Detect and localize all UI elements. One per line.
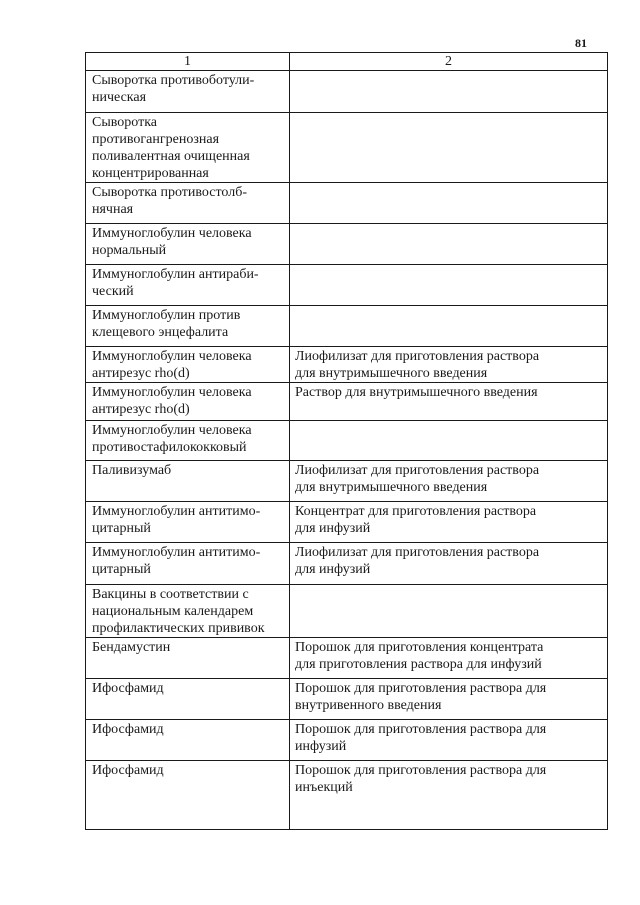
dosage-form-cell [290, 183, 608, 224]
table-row [86, 265, 608, 306]
drug-table [85, 52, 608, 830]
dosage-form-cell [290, 224, 608, 265]
table-row [86, 347, 608, 383]
table-row [86, 720, 608, 761]
dosage-form-cell: Порошок для приготовления раствора для внутривенного введения [290, 679, 608, 720]
table-row [86, 224, 608, 265]
drug-name-cell: Ифосфамид [86, 720, 290, 761]
column-header-2: 2 [290, 53, 608, 71]
column-header-1: 1 [86, 53, 290, 71]
drug-name-cell: Сыворотка противоботули- ническая [86, 71, 290, 113]
drug-name-cell: Вакцины в соответствии с национальным календарем профилактических прививок [86, 585, 290, 638]
header-row [86, 53, 608, 71]
drug-name-cell: Иммуноглобулин против клещевого энцефалита [86, 306, 290, 347]
page-number: 81 [575, 36, 587, 50]
table-row [86, 113, 608, 183]
drug-name-cell: Иммуноглобулин человека противостафилококковый [86, 421, 290, 461]
dosage-form-cell: Лиофилизат для приготовления раствора для инфузий [290, 543, 608, 585]
dosage-form-cell [290, 71, 608, 113]
table-row [86, 585, 608, 638]
dosage-form-cell [290, 585, 608, 638]
table-row [86, 761, 608, 830]
dosage-form-cell [290, 421, 608, 461]
table-row [86, 71, 608, 113]
drug-name-cell: Иммуноглобулин антираби- ческий [86, 265, 290, 306]
table-row [86, 383, 608, 421]
dosage-form-cell: Концентрат для приготовления раствора для инфузий [290, 502, 608, 543]
table-row [86, 543, 608, 585]
drug-name-cell: Бендамустин [86, 638, 290, 679]
dosage-form-cell: Порошок для приготовления раствора для инъекций [290, 761, 608, 830]
drug-name-cell: Иммуноглобулин человека антирезус rho(d) [86, 347, 290, 383]
dosage-form-cell [290, 306, 608, 347]
table-row [86, 502, 608, 543]
table-row [86, 461, 608, 502]
drug-name-cell: Сыворотка противостолб- нячная [86, 183, 290, 224]
drug-name-cell: Иммуноглобулин антитимо- цитарный [86, 502, 290, 543]
table-row [86, 183, 608, 224]
dosage-form-cell: Раствор для внутримышечного введения [290, 383, 608, 421]
dosage-form-cell [290, 265, 608, 306]
dosage-form-cell: Порошок для приготовления раствора для инфузий [290, 720, 608, 761]
drug-name-cell: Иммуноглобулин человека нормальный [86, 224, 290, 265]
table-row [86, 421, 608, 461]
dosage-form-cell: Лиофилизат для приготовления раствора для внутримышечного введения [290, 461, 608, 502]
drug-name-cell: Ифосфамид [86, 679, 290, 720]
drug-name-cell: Сыворотка противогангренозная поливалентная очищенная концентрированная [86, 113, 290, 183]
dosage-form-cell: Лиофилизат для приготовления раствора для внутримышечного введения [290, 347, 608, 383]
drug-name-cell: Иммуноглобулин антитимо- цитарный [86, 543, 290, 585]
dosage-form-cell [290, 113, 608, 183]
drug-name-cell: Паливизумаб [86, 461, 290, 502]
table-row [86, 306, 608, 347]
table-row [86, 638, 608, 679]
drug-name-cell: Иммуноглобулин человека антирезус rho(d) [86, 383, 290, 421]
table-row [86, 679, 608, 720]
drug-name-cell: Ифосфамид [86, 761, 290, 830]
dosage-form-cell: Порошок для приготовления концентрата для приготовления раствора для инфузий [290, 638, 608, 679]
